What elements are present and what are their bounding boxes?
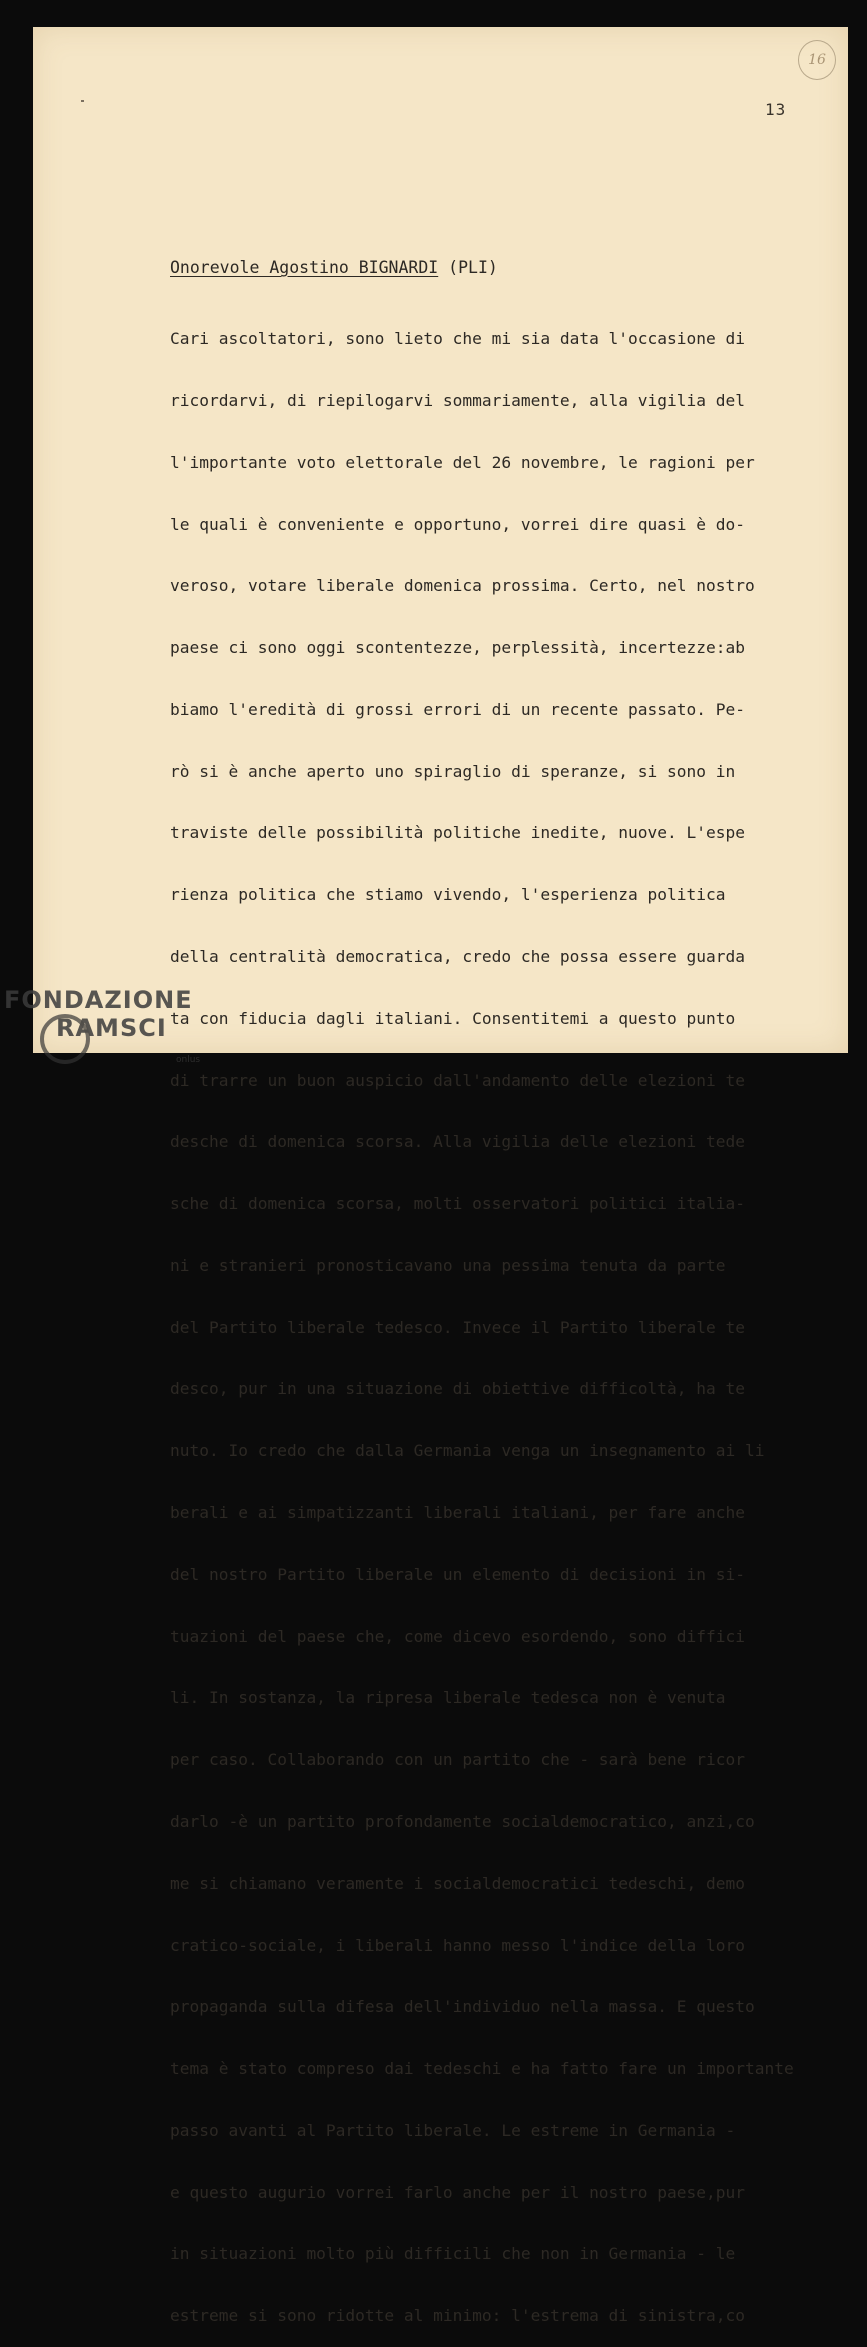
text-line: desche di domenica scorsa. Alla vigilia delle elezioni tede (170, 1132, 745, 1152)
page-number: 13 (765, 100, 787, 119)
archive-page-mark-number: 16 (808, 52, 826, 68)
text-line: rienza politica che stiamo vivendo, l'esperienza politica (170, 885, 726, 905)
text-line: ricordarvi, di riepilogarvi sommariamente, alla vigilia del (170, 390, 745, 410)
text-line: passo avanti al Partito liberale. Le estreme in Germania - (170, 2120, 736, 2140)
g-logo-icon (40, 1014, 90, 1064)
text-line: estreme si sono ridotte al minimo: l'estrema di sinistra,co (170, 2306, 745, 2326)
text-line: propaganda sulla difesa dell'individuo nella massa. E questo (170, 1997, 755, 2017)
speaker-name: Onorevole Agostino BIGNARDI (170, 258, 439, 277)
fondazione-gramsci-watermark (4, 986, 201, 1065)
text-line: tema è stato compreso dai tedeschi e ha fatto fare un importante (170, 2059, 794, 2079)
text-line: e questo augurio vorrei farlo anche per il nostro paese,pur (170, 2182, 745, 2202)
ink-speck (81, 100, 84, 102)
text-line: berali e ai simpatizzanti liberali italiani, per fare anche (170, 1503, 745, 1523)
text-line: desco, pur in una situazione di obiettive difficoltà, ha te (170, 1379, 745, 1399)
text-line: rò si è anche aperto uno spiraglio di speranze, si sono in (170, 761, 736, 781)
text-line: del Partito liberale tedesco. Invece il Partito liberale te (170, 1317, 745, 1337)
text-line: in situazioni molto più difficili che non in Germania - le (170, 2244, 736, 2264)
watermark-line-3: onlus (176, 1055, 201, 1065)
text-line: per caso. Collaborando con un partito che - sarà bene ricor (170, 1750, 745, 1770)
text-line: li. In sostanza, la ripresa liberale tedesca non è venuta (170, 1688, 726, 1708)
watermark-line-1: FONDAZIONE (4, 986, 193, 1014)
text-line: darlo -è un partito profondamente socialdemocratico, anzi,co (170, 1811, 755, 1831)
speech-body (170, 288, 810, 2347)
text-line: le quali è conveniente e opportuno, vorrei dire quasi è do- (170, 514, 745, 534)
text-line: cratico-sociale, i liberali hanno messo l'indice della loro (170, 1935, 745, 1955)
text-line: traviste delle possibilità politiche inedite, nuove. L'espe (170, 823, 745, 843)
text-line: l'importante voto elettorale del 26 novembre, le ragioni per (170, 452, 755, 472)
text-line: paese ci sono oggi scontentezze, perplessità, incertezze:ab (170, 638, 745, 658)
archive-page-mark (798, 40, 836, 80)
text-line: di trarre un buon auspicio dall'andamento delle elezioni te (170, 1070, 745, 1090)
text-line: sche di domenica scorsa, molti osservatori politici italia- (170, 1194, 745, 1214)
text-line: della centralità democratica, credo che possa essere guarda (170, 947, 745, 966)
speaker-party: (PLI) (448, 258, 498, 277)
text-line: biamo l'eredità di grossi errori di un recente passato. Pe- (170, 699, 745, 719)
text-line: tuazioni del paese che, come dicevo esordendo, sono diffici (170, 1626, 745, 1646)
text-line: del nostro Partito liberale un elemento di decisioni in si- (170, 1564, 745, 1584)
text-line: Cari ascoltatori, sono lieto che mi sia data l'occasione di (170, 329, 745, 349)
text-line: nuto. Io credo che dalla Germania venga un insegnamento ai li (170, 1441, 765, 1461)
text-line: me si chiamano veramente i socialdemocratici tedeschi, demo (170, 1873, 745, 1893)
watermark-line-2: RAMSCI (56, 1014, 167, 1042)
text-line: ni e stranieri pronosticavano una pessima tenuta da parte (170, 1255, 726, 1275)
text-line: ta con fiducia dagli italiani. Consentitemi a questo punto (170, 1008, 736, 1028)
speaker-heading (170, 258, 498, 277)
text-line: veroso, votare liberale domenica prossima. Certo, nel nostro (170, 576, 755, 596)
